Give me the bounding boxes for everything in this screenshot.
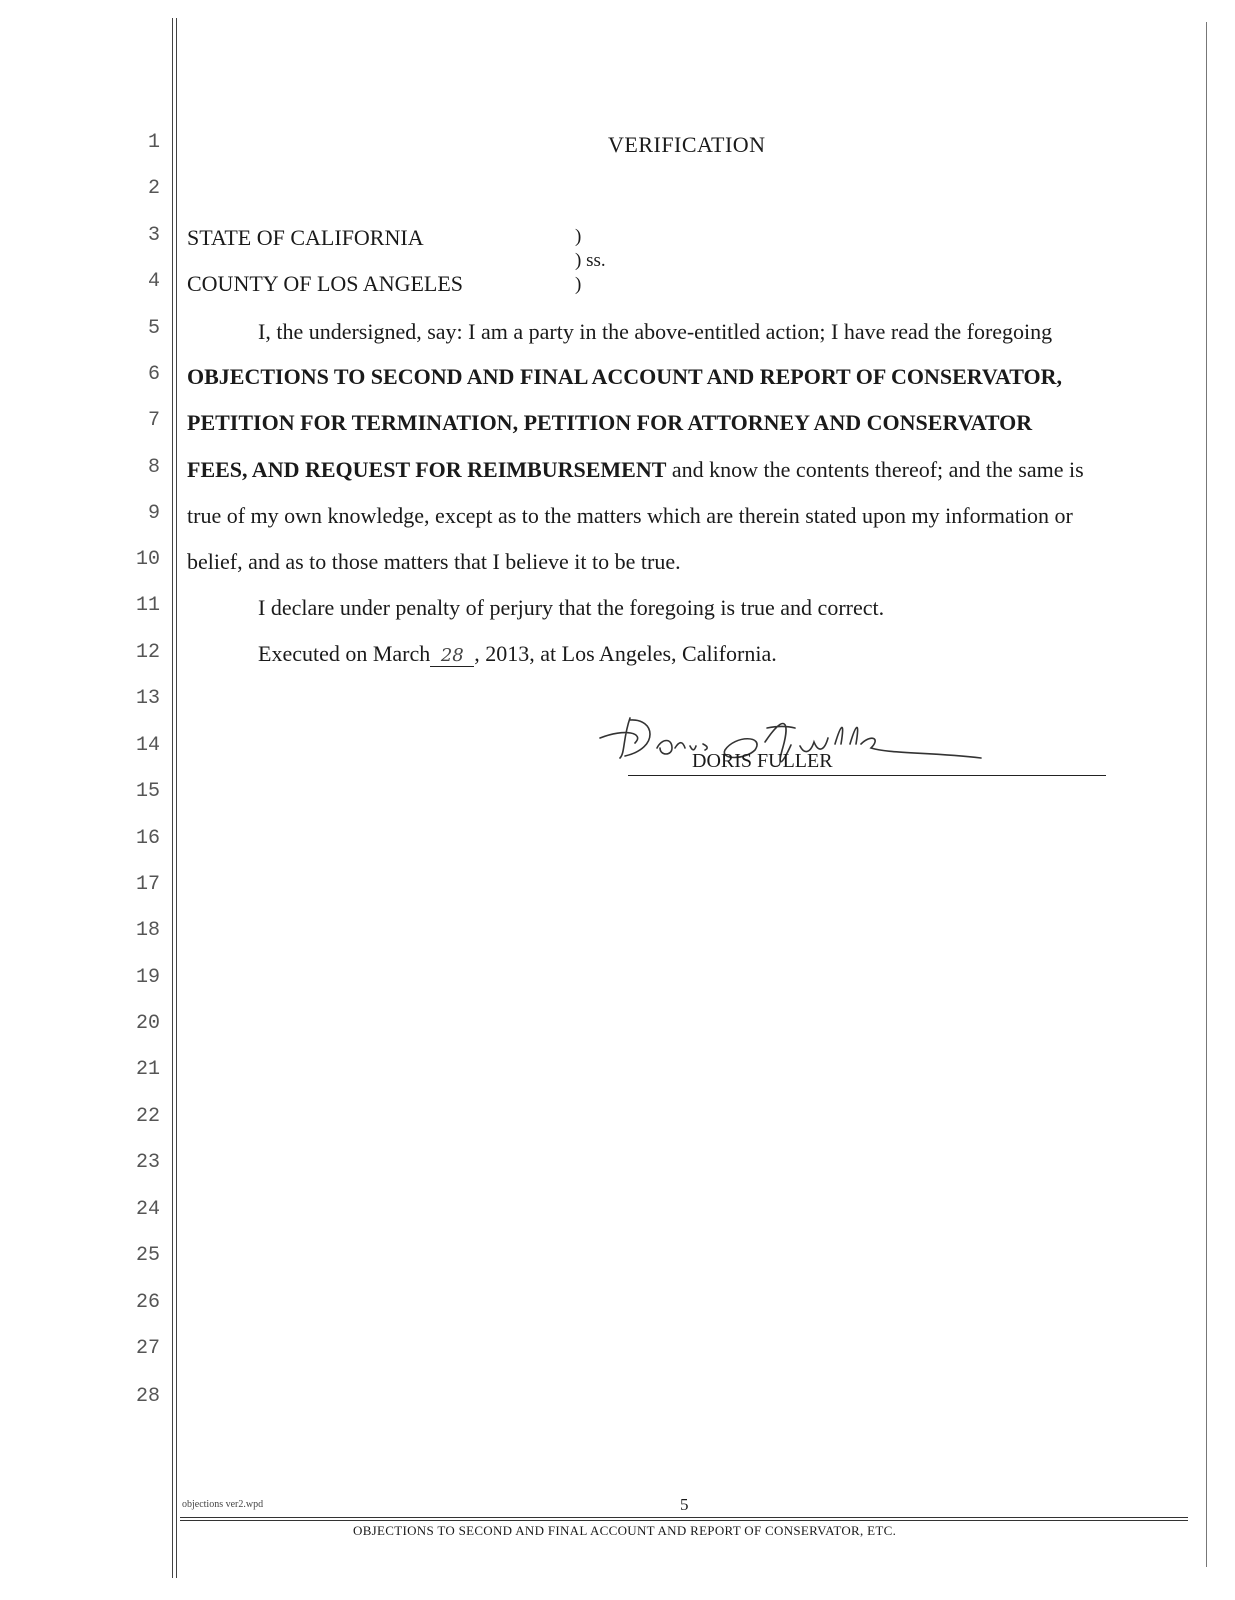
body-line-12 xyxy=(258,641,777,667)
page-number: 5 xyxy=(680,1495,689,1514)
venue-state: STATE OF CALIFORNIA xyxy=(187,225,424,250)
page-title: VERIFICATION xyxy=(608,132,766,157)
footer-caption: OBJECTIONS TO SECOND AND FINAL ACCOUNT AND REPORT OF CONSERVATOR, ETC. xyxy=(353,1523,897,1538)
body-line-9: true of my own knowledge, except as to the matters which are therein stated upon my information or xyxy=(187,503,1073,528)
venue-paren-top: ) xyxy=(575,226,582,247)
executed-rest: , 2013, at Los Angeles, California. xyxy=(474,641,777,666)
line-number: 21 xyxy=(135,1058,160,1081)
line-number: 15 xyxy=(135,780,160,803)
body-line-8-bold: FEES, AND REQUEST FOR REIMBURSEMENT xyxy=(187,457,667,482)
body-line-6: OBJECTIONS TO SECOND AND FINAL ACCOUNT AND REPORT OF CONSERVATOR, xyxy=(187,364,1062,389)
left-margin-rule-inner xyxy=(176,18,177,1578)
line-number: 22 xyxy=(135,1105,160,1128)
line-number: 17 xyxy=(135,873,160,896)
line-number: 23 xyxy=(135,1151,160,1174)
line-number: 6 xyxy=(147,363,160,386)
signature-line xyxy=(628,775,1106,776)
line-number: 20 xyxy=(135,1012,160,1035)
venue-county: COUNTY OF LOS ANGELES xyxy=(187,271,464,296)
line-number: 3 xyxy=(147,224,160,247)
line-number: 24 xyxy=(135,1198,160,1221)
line-number: 14 xyxy=(135,734,160,757)
line-number: 2 xyxy=(147,177,160,200)
venue-ss: ) ss. xyxy=(575,250,606,271)
line-number: 4 xyxy=(147,270,160,293)
line-number: 16 xyxy=(135,827,160,850)
line-number: 5 xyxy=(147,317,160,340)
body-line-7: PETITION FOR TERMINATION, PETITION FOR ATTORNEY AND CONSERVATOR xyxy=(187,410,1033,435)
line-number: 27 xyxy=(135,1337,160,1360)
right-margin-rule xyxy=(1206,22,1207,1567)
line-number: 1 xyxy=(147,131,160,154)
body-line-10: belief, and as to those matters that I believe it to be true. xyxy=(187,549,681,574)
line-number: 25 xyxy=(135,1244,160,1267)
footer-filename: objections ver2.wpd xyxy=(182,1499,264,1510)
line-number: 26 xyxy=(135,1291,160,1314)
line-number: 28 xyxy=(135,1385,160,1408)
body-line-8 xyxy=(187,457,1084,483)
line-number: 19 xyxy=(135,966,160,989)
line-number: 7 xyxy=(147,409,160,432)
line-number: 11 xyxy=(135,594,160,617)
signer-name: DORIS FULLER xyxy=(692,750,833,772)
venue-paren-bottom: ) xyxy=(575,274,582,295)
executed-day: 28 xyxy=(430,645,474,667)
body-line-5: I, the undersigned, say: I am a party in the above-entitled action; I have read the foregoing xyxy=(258,319,1053,344)
body-line-11: I declare under penalty of perjury that the foregoing is true and correct. xyxy=(258,595,885,620)
footer-rule-double xyxy=(180,1520,1188,1521)
line-number: 8 xyxy=(147,456,160,479)
line-number: 18 xyxy=(135,919,160,942)
line-number: 13 xyxy=(135,687,160,710)
line-number: 10 xyxy=(135,548,160,571)
line-number: 9 xyxy=(147,502,160,525)
line-number: 12 xyxy=(135,641,160,664)
footer-rule xyxy=(180,1517,1188,1518)
left-margin-rule xyxy=(172,18,173,1578)
body-line-8-rest: and know the contents thereof; and the same is xyxy=(666,457,1084,482)
executed-on-label: Executed on March xyxy=(258,641,431,666)
